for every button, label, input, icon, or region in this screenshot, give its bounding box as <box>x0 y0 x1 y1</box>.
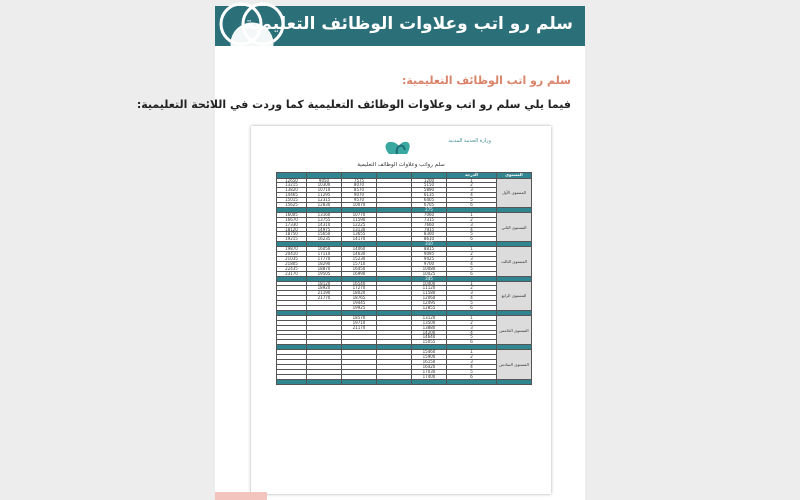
table-cell: 6 <box>447 340 497 345</box>
table-cell: 7060 <box>412 212 447 217</box>
table-cell: 18120 <box>277 227 307 232</box>
table-cell: 15650 <box>307 232 342 237</box>
table-cell: 1 <box>447 178 497 183</box>
table-cell: 16450 <box>342 266 377 271</box>
table-cell: 7915 <box>412 227 447 232</box>
table-cell: 9425 <box>412 257 447 262</box>
table-cell: 6 <box>447 271 497 276</box>
table-cell: 13755 <box>307 217 342 222</box>
table-cell: 19870 <box>277 247 307 252</box>
table-cell: 10080 <box>412 266 447 271</box>
table-cell: 8610 <box>412 237 447 242</box>
table-cell: 7315 <box>412 217 447 222</box>
table-cell: 11120 <box>412 286 447 291</box>
bonus-cell <box>307 379 342 384</box>
bonus-cell: 345 <box>412 276 447 281</box>
table-cell: 11590 <box>342 217 377 222</box>
table-cell: 4 <box>447 193 497 198</box>
table-cell: 14200 <box>412 330 447 335</box>
table-cell: 16420 <box>412 364 447 369</box>
table-cell: 15460 <box>412 350 447 355</box>
table-cell: 21770 <box>307 296 342 301</box>
table-cell: 16990 <box>342 271 377 276</box>
table-cell: 9095 <box>412 252 447 257</box>
table-cell: 1 <box>447 350 497 355</box>
table-cell: 2 <box>447 355 497 360</box>
table-cell: 11580 <box>412 291 447 296</box>
table-cell: 13820 <box>277 188 307 193</box>
table-cell: 9570 <box>342 198 377 203</box>
table-cell: 3 <box>447 360 497 365</box>
bonus-cell: 275 <box>412 207 447 212</box>
table-cell: 14630 <box>342 252 377 257</box>
table-cell: 17330 <box>277 222 307 227</box>
document-title: سلم رواتب وعلاوات الوظائف التعليمية <box>357 162 445 168</box>
table-cell: 18920 <box>307 286 342 291</box>
table-cell: 16050 <box>307 247 342 252</box>
table-cell: 4 <box>447 261 497 266</box>
table-cell: 14060 <box>342 247 377 252</box>
bonus-cell <box>377 379 412 384</box>
article-page <box>136 6 585 500</box>
table-cell: 4 <box>447 296 497 301</box>
table-cell: 21170 <box>342 325 377 330</box>
table-cell: 12225 <box>342 222 377 227</box>
ministry-name: وزارة الخدمة المدنية <box>448 138 491 144</box>
table-cell: 8300 <box>412 232 447 237</box>
table-cell: 7660 <box>412 222 447 227</box>
table-cell: 5 <box>447 232 497 237</box>
table-cell: 1 <box>447 315 497 320</box>
table-cell: 10710 <box>307 188 342 193</box>
intro-text: فيما يلي سلم رو اتب وعلاوات الوظائف التعليمية كما وردت في اللائحة التعليمية: <box>136 98 571 111</box>
table-cell: 9050 <box>307 178 342 183</box>
level-label: المستوى الرابع <box>497 281 532 310</box>
table-cell: 1 <box>447 247 497 252</box>
table-cell: 20410 <box>277 252 307 257</box>
level-label: المستوى الخامس <box>497 315 532 344</box>
table-cell: 18570 <box>342 315 377 320</box>
table-cell: 12495 <box>412 301 447 306</box>
table-cell: 3 <box>447 222 497 227</box>
table-cell: 2 <box>447 217 497 222</box>
table-cell: 17110 <box>307 252 342 257</box>
table-cell: 17400 <box>412 374 447 379</box>
table-cell: 8070 <box>342 183 377 188</box>
table-cell: 17770 <box>307 257 342 262</box>
table-cell: 5 <box>447 301 497 306</box>
table-cell: 14465 <box>277 193 307 198</box>
table-cell: 5 <box>447 335 497 340</box>
table-cell: 18750 <box>277 232 307 237</box>
table-cell: 1 <box>447 281 497 286</box>
table-cell: 5150 <box>412 183 447 188</box>
table-cell: 9700 <box>412 261 447 266</box>
table-cell: 12060 <box>412 296 447 301</box>
level-label: المستوى الثالث <box>497 247 532 276</box>
table-cell: 4 <box>447 364 497 369</box>
bonus-row <box>277 379 532 384</box>
table-cell: 5 <box>447 198 497 203</box>
table-cell: 3 <box>447 257 497 262</box>
level-label: المستوى الثاني <box>497 212 532 241</box>
ministry-logo-icon <box>359 136 449 158</box>
bonus-cell <box>412 379 447 384</box>
table-cell: 6 <box>447 306 497 311</box>
table-cell: 13130 <box>342 227 377 232</box>
table-cell: 19710 <box>342 320 377 325</box>
table-cell: 6405 <box>412 198 447 203</box>
table-cell: 22435 <box>277 266 307 271</box>
table-cell: 21035 <box>277 257 307 262</box>
table-cell: 13500 <box>412 320 447 325</box>
table-cell: 5 <box>447 266 497 271</box>
table-cell: 16150 <box>412 360 447 365</box>
table-cell: 18020 <box>342 291 377 296</box>
table-cell: 15710 <box>342 261 377 266</box>
table-cell: 14975 <box>307 227 342 232</box>
table-cell: 23170 <box>277 271 307 276</box>
table-cell: 10425 <box>412 271 447 276</box>
table-cell: 14640 <box>412 335 447 340</box>
table-cell: 13655 <box>342 232 377 237</box>
table-cell: 21805 <box>277 261 307 266</box>
table-cell: 1200 <box>412 178 447 183</box>
table-cell: 3 <box>447 325 497 330</box>
table-cell: 3 <box>447 188 497 193</box>
table-cell: 14170 <box>342 237 377 242</box>
table-cell: 18120 <box>307 281 342 286</box>
table-cell: 15230 <box>342 257 377 262</box>
table-cell: 8815 <box>412 247 447 252</box>
table-cell: 17030 <box>412 369 447 374</box>
table-cell: 13215 <box>277 183 307 188</box>
table-cell: 9070 <box>342 193 377 198</box>
table-cell: 6 <box>447 237 497 242</box>
table-cell: 15055 <box>412 340 447 345</box>
table-cell: 15625 <box>277 203 307 208</box>
table-cell: 4 <box>447 330 497 335</box>
table-cell: 16235 <box>307 237 342 242</box>
level-label: المستوى الأول <box>497 178 532 207</box>
section-heading: سلم رو اتب الوظائف التعليمية: <box>401 74 571 87</box>
bonus-cell <box>447 379 497 384</box>
table-cell: 13160 <box>307 212 342 217</box>
table-cell: 6135 <box>412 193 447 198</box>
table-cell: 6 <box>447 203 497 208</box>
table-cell: 5 <box>447 369 497 374</box>
table-cell: 3 <box>447 291 497 296</box>
table-cell: 16670 <box>277 217 307 222</box>
header-cell: الدرجة <box>447 173 497 179</box>
salary-scale-image <box>251 126 551 494</box>
table-cell: 14310 <box>307 222 342 227</box>
table-cell: 19445 <box>342 301 377 306</box>
table-cell: 18765 <box>342 296 377 301</box>
table-cell: 4 <box>447 227 497 232</box>
table-cell: 10070 <box>342 203 377 208</box>
table-cell: 12315 <box>307 198 342 203</box>
table-cell: 17270 <box>342 286 377 291</box>
level-label: المستوى السادس <box>497 350 532 379</box>
table-cell: 19215 <box>277 237 307 242</box>
table-cell: 18870 <box>307 266 342 271</box>
table-cell: 7575 <box>342 178 377 183</box>
table-cell: 6705 <box>412 203 447 208</box>
table-cell: 18290 <box>307 261 342 266</box>
table-cell: 1 <box>447 212 497 217</box>
table-cell: 2 <box>447 286 497 291</box>
table-cell: 15015 <box>277 198 307 203</box>
table-cell: 13120 <box>412 315 447 320</box>
bonus-cell <box>342 379 377 384</box>
bonus-cell: 310 <box>412 242 447 247</box>
banner-title: سلم رو اتب وعلاوات الوظائف التعليمية <box>244 14 573 34</box>
table-cell: 10770 <box>342 212 377 217</box>
table-cell: 2 <box>447 320 497 325</box>
table-cell: 21190 <box>307 291 342 296</box>
table-cell: 8570 <box>342 188 377 193</box>
table-cell: 10400 <box>412 281 447 286</box>
table-cell: 6 <box>447 374 497 379</box>
table-cell: 12650 <box>277 178 307 183</box>
bonus-cell <box>497 379 532 384</box>
corner-decoration <box>215 492 267 500</box>
table-cell: 19505 <box>307 271 342 276</box>
title-banner <box>215 6 585 46</box>
table-cell: 5890 <box>412 188 447 193</box>
table-cell: 15900 <box>412 355 447 360</box>
table-cell: 10300 <box>307 183 342 188</box>
table-cell: 13880 <box>412 325 447 330</box>
header-cell: المستوى <box>497 173 532 179</box>
bonus-cell <box>277 379 307 384</box>
table-cell: 16540 <box>342 281 377 286</box>
table-cell: 2 <box>447 252 497 257</box>
salary-table <box>276 172 532 385</box>
table-cell: 16005 <box>277 212 307 217</box>
table-cell: 2 <box>447 183 497 188</box>
table-cell: 12855 <box>412 306 447 311</box>
table-cell: 12830 <box>307 203 342 208</box>
table-cell: 19925 <box>342 306 377 311</box>
table-cell: 11295 <box>307 193 342 198</box>
